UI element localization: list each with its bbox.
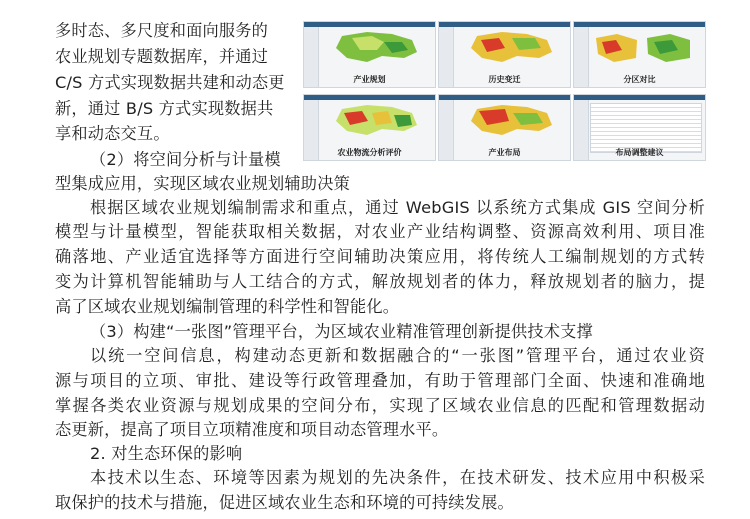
paragraph-line: 变为计算机智能辅助与人工结合的方式，解放规划者的体力，释放规划者的脑力，提 (55, 272, 705, 291)
section-heading: 型集成应用，实现区域农业规划辅助决策 (55, 174, 350, 193)
map-graphic (592, 28, 697, 73)
paragraph-line: 源与项目的立项、审批、建设等行政管理叠加，有助于管理部门全面、快速和准确地 (55, 371, 705, 390)
thumbnail-caption: 分区对比 (623, 75, 656, 84)
section-heading: 2. 对生态环保的影响 (90, 444, 243, 463)
paragraph-line: 掌握各类农业资源与规划成果的空间分布，实现了区域农业信息的匹配和管理数据动 (55, 396, 705, 415)
paragraph-line: 多时态、多尺度和面向服务的 (55, 21, 269, 40)
thumbnail-caption: 农业物流分析评价 (337, 148, 402, 157)
map-graphic (457, 101, 562, 146)
paragraph-line: 新，通过 B/S 方式实现数据共 (55, 99, 274, 118)
paragraph-line: 高了区域农业规划编制管理的科学性和智能化。 (55, 297, 400, 316)
paragraph-line: 根据区域农业规划编制需求和重点，通过 WebGIS 以系统方式集成 GIS 空间分析 (90, 198, 705, 217)
map-graphic (457, 28, 562, 73)
thumbnail-caption: 历史变迁 (488, 75, 521, 84)
thumbnail-logistics-eval (303, 94, 436, 161)
thumbnail-caption: 产业规划 (353, 75, 386, 84)
paragraph-line: 本技术以生态、环境等因素为规划的先决条件，在技术研发、技术应用中积极采 (90, 468, 705, 487)
paragraph-line: 态更新，提高了项目立项精准度和项目动态管理水平。 (55, 420, 449, 439)
section-heading: （2）将空间分析与计量模 (90, 150, 281, 169)
map-graphic (322, 28, 427, 73)
thumbnail-zone-compare (573, 21, 706, 88)
paragraph-line: 模型与计量模型，智能获取相关数据，对农业产业结构调整、资源高效利用、项目准 (55, 222, 705, 241)
data-table-graphic (590, 103, 702, 153)
paragraph-line: 以统一空间信息，构建动态更新和数据融合的“一张图”管理平台，通过农业资 (90, 346, 705, 365)
thumbnail-caption: 布局调整建议 (615, 148, 664, 157)
paragraph-line: 确落地、产业适宜选择等方面进行空间辅助决策应用，将传统人工编制规划的方式转 (55, 247, 705, 266)
screenshot-gallery (303, 21, 705, 161)
section-heading: （3）构建“一张图”管理平台，为区域农业精准管理创新提供技术支撑 (90, 322, 593, 341)
thumbnail-caption: 产业布局 (488, 148, 521, 157)
thumbnail-adjust-suggestion (573, 94, 706, 161)
thumbnail-industry-layout (438, 94, 571, 161)
thumbnail-history (438, 21, 571, 88)
paragraph-line: 享和动态交互。 (55, 124, 170, 143)
paragraph-line: C/S 方式实现数据共建和动态更 (55, 73, 285, 92)
paragraph-line: 取保护的技术与措施，促进区域农业生态和环境的可持续发展。 (55, 493, 514, 512)
map-graphic (322, 101, 427, 146)
thumbnail-industry-planning (303, 21, 436, 88)
paragraph-line: 农业规划专题数据库，并通过 (55, 47, 269, 66)
